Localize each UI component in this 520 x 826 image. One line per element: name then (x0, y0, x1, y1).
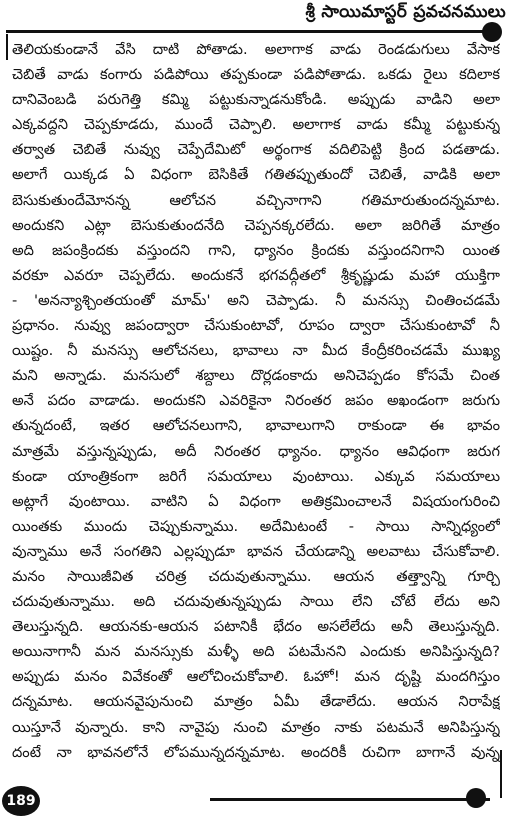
text-line: ఎక్కవద్దని చెప్పకూడదు, ముందే చెప్పాలి. అలాగాక వాడు కమ్మీ పట్టుకున్న (12, 116, 500, 134)
left-frame-line (6, 34, 8, 60)
text-line: యింతకు ముందు చెప్పుకున్నాము. అదేమిటంటే - సాయి సాన్నిధ్యంలో (12, 517, 500, 535)
header-rule (6, 30, 488, 33)
text-line: తున్నదంటే, ఇతర ఆలోచనలుగాని, భావాలుగాని రాకుండా ఈ భావం (12, 417, 500, 435)
text-line: బెసుకుతుందేమోనన్న ఆలోచన వచ్చినాగాని గతిమారుతుందన్నమాట. (12, 191, 500, 209)
text-line: అప్పుడు మనం వివేకంతో ఆలోచించుకోవాలి. ఓహో! మన దృష్టి మందగిస్తుం (12, 668, 500, 686)
text-line: మనం సాయిజీవిత చరిత్ర చదువుతున్నాము. ఆయన తత్త్వాన్ని గూర్చి (12, 567, 500, 585)
text-line: యిష్టం. నీ మనస్సు ఆలోచనలు, భావాలు నా మీద కేంద్రీకరించడమే ముఖ్య (12, 342, 500, 360)
text-line: అలాగే యిక్కడ ఏ విధంగా బెసికితే గతితప్పుతుందో చెబితే, వాడికి అలా (12, 166, 500, 184)
text-line: చెబితే వాడు కంగారు పడిపోయి తప్పకుండా పడిపోతాడు. ఒకడు రైలు కదిలాక (12, 66, 500, 84)
text-line: యిస్తూనే వున్నారు. కాని నావైపు నుంచి మాత్రం నాకు పటమనే అనిపిస్తున్న (12, 718, 500, 736)
footer-rule (210, 798, 490, 801)
text-line: అట్లాగే వుంటాయి. వాటిని ఏ విధంగా అతిక్రమించాలనే విషయంగురించి (12, 492, 500, 510)
text-line: తర్వాత చెబితే నువ్వు చెప్పేదేమిటో అర్థంగాక వదిలిపెట్టి క్రింద పడతాడు. (12, 141, 500, 159)
text-line: అందుకని ఎట్లా బెసుకుతుందనేది చెప్పనక్కరలేదు. అలా జరిగితే మాత్రం (12, 216, 500, 234)
body-text (12, 37, 500, 765)
text-line: దన్నమాట. ఆయనవైపునుంచి మాత్రం ఏమీ తేడాలేదు. ఆయన నిరాపేక్ష (12, 693, 500, 711)
text-line: వున్నాము అనే సంగతిని ఎల్లప్పుడూ భావన చేయడాన్ని అలవాటు చేసుకోవాలి. (12, 542, 500, 560)
page-number: 189 (2, 786, 40, 816)
text-line: కుండా యాంత్రికంగా జరిగే సమయాలు వుంటాయి. ఎక్కువ సమయాలు (12, 467, 500, 485)
text-line: చదువుతున్నాము. అది చదువుతున్నప్పుడు సాయి లేని చోటే లేదు అని (12, 593, 500, 611)
text-line: తెలుస్తున్నది. ఆయనకు-ఆయన పటానికీ భేదం అసలేలేదు అనీ తెలుస్తున్నది. (12, 618, 500, 636)
text-line: అయినాగానీ మన మనస్సుకు మళ్ళీ అది పటమేనని ఎందుకు అనిపిస్తున్నది? (12, 643, 500, 661)
text-line: వరకూ ఎవరూ చెప్పలేదు. అందుకనే భగవద్గీతలో శ్రీకృష్ణుడు మహా యుక్తిగా (12, 266, 500, 284)
text-line: తెలియకుండానే వేసి దాటి పోతాడు. అలాగాక వాడు రెండడుగులు వేసాక (12, 41, 500, 58)
text-line: అనే పదం వాడాడు. అందుకని ఎవరికైనా నిరంతర జపం అఖండంగా జరుగు (12, 392, 500, 410)
text-line: మాత్రమే వస్తున్నప్పుడు, అదీ నిరంతర ధ్యానం. ధ్యానం ఆవిధంగా జరుగ (12, 442, 500, 460)
text-line: దానివెంబడి పరుగెత్తి కమ్మి పట్టుకున్నాడనుకోండి. అప్పుడు వాడిని అలా (12, 91, 500, 109)
right-frame-line (500, 750, 502, 798)
text-line: మని అన్నాడు. మనసులో శబ్దాలు దొర్లడంకాదు అనిచెప్పడం కోసమే చింత (12, 367, 500, 385)
book-title: శ్రీ సాయిమాస్టర్ ప్రవచనములు (305, 2, 506, 22)
text-line: - 'అనన్యాశ్చింతయంతో మామ్' అని చెప్పాడు. నీ మనస్సు చింతించడమే (12, 291, 500, 309)
text-line: అది జపంక్రిందకు వస్తుందని గాని, ధ్యానం క్రిందకు వస్తుందనిగాని యింత (12, 241, 500, 259)
text-line: దంటే నా భావనలోనే లోపమున్నదన్నమాట. అందరికీ రుచిగా బాగానే వున్న (12, 743, 500, 761)
footer-rule-dot (466, 788, 486, 808)
text-line: ప్రధానం. నువ్వు జపంద్వారా చేసుకుంటావో, రూపం ద్వారా చేసుకుంటావో నీ (12, 317, 500, 335)
